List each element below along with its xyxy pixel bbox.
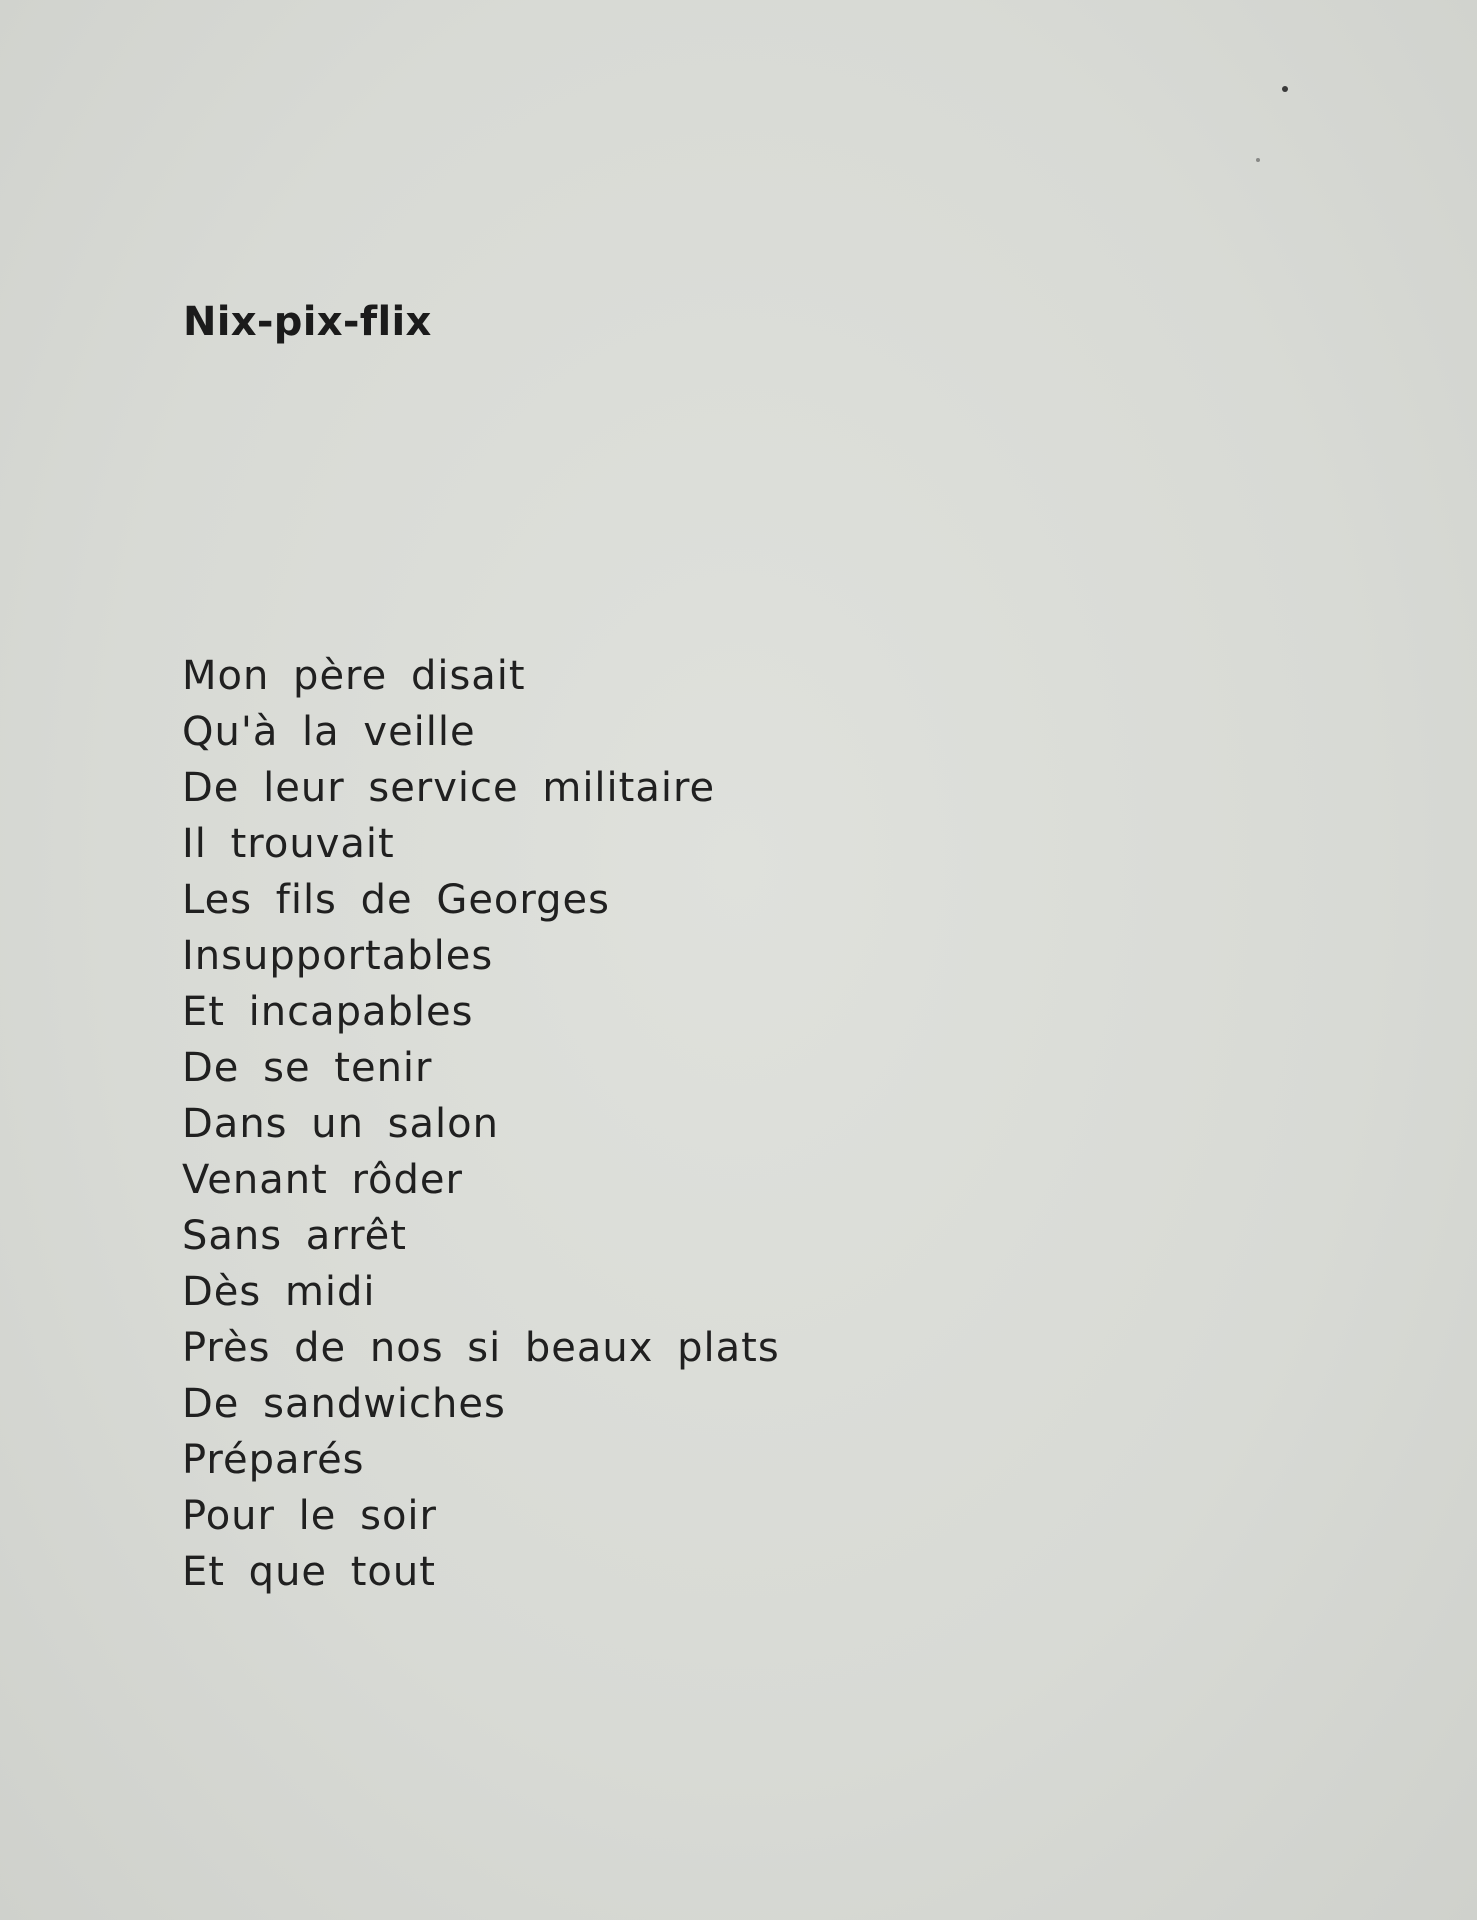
- poem-body: [182, 648, 780, 1600]
- poem-line: Pour le soir: [182, 1493, 437, 1539]
- poem-line: Sans arrêt: [182, 1213, 407, 1259]
- poem-line: De se tenir: [182, 1045, 433, 1091]
- poem-line: Et incapables: [182, 989, 474, 1035]
- poem-line: Près de nos si beaux plats: [182, 1325, 780, 1371]
- poem-line: Dès midi: [182, 1269, 376, 1315]
- poem-line: Préparés: [182, 1437, 365, 1483]
- poem-line: Les fils de Georges: [182, 877, 610, 923]
- ink-speck: [1282, 86, 1288, 92]
- ink-speck: [1256, 158, 1260, 162]
- poem-title: Nix-pix-flix: [183, 299, 432, 345]
- poem-line: De sandwiches: [182, 1381, 506, 1427]
- poem-line: Qu'à la veille: [182, 709, 476, 755]
- poem-line: Et que tout: [182, 1549, 436, 1595]
- poem-line: De leur service militaire: [182, 765, 716, 811]
- poem-line: Venant rôder: [182, 1157, 463, 1203]
- poem-line: Dans un salon: [182, 1101, 499, 1147]
- poem-line: Il trouvait: [182, 821, 395, 867]
- poem-line: Insupportables: [182, 933, 494, 979]
- poem-line: Mon père disait: [182, 653, 526, 699]
